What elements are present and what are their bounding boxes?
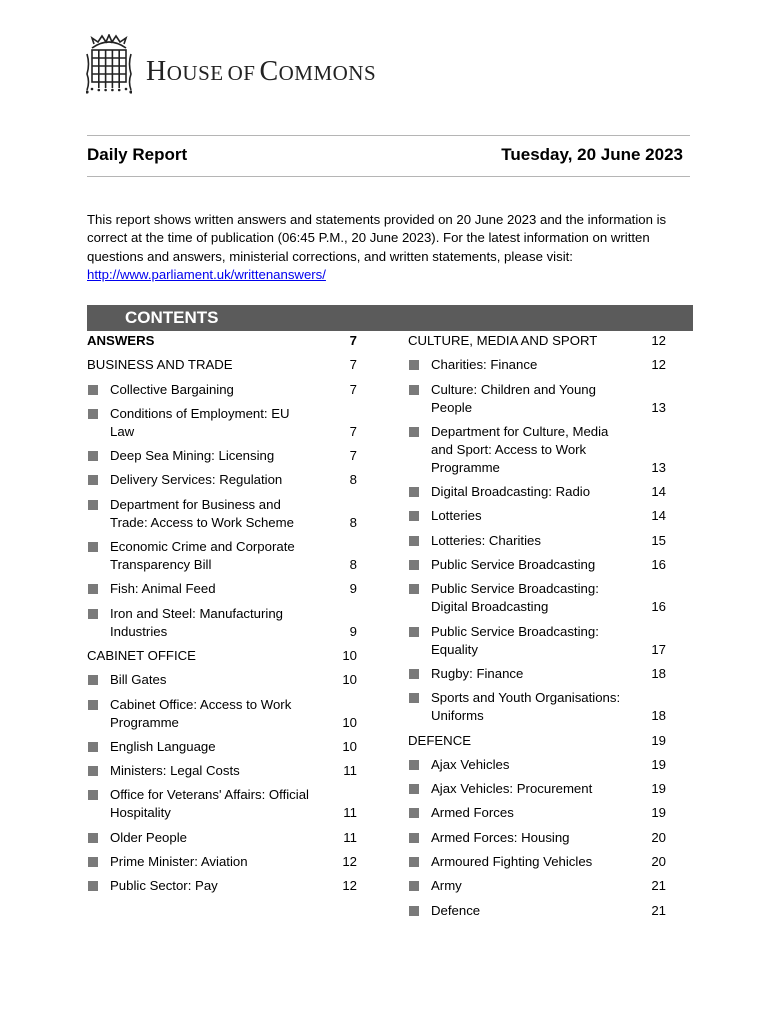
contents-entry-page: 16 [651,557,666,573]
contents-item-prime-minister-aviation[interactable] [87,853,357,871]
portcullis-icon [86,34,132,94]
contents-section-defence[interactable] [408,732,666,750]
contents-entry-page: 12 [342,878,357,894]
contents-section-business-and-trade[interactable] [87,356,357,374]
contents-item-lotteries-charities[interactable] [408,532,666,550]
square-bullet-icon [88,409,98,419]
contents-entry-page: 15 [651,532,666,548]
contents-item-cabinet-office-access-to-work-programme[interactable] [87,696,357,732]
square-bullet-icon [88,584,98,594]
contents-entry-title: Collective Bargaining [110,381,234,397]
square-bullet-icon [88,857,98,867]
contents-entry-page: 12 [342,854,357,870]
contents-item-digital-broadcasting-radio[interactable] [408,483,666,501]
contents-entry-page: 9 [349,623,357,639]
square-bullet-icon [409,693,419,703]
contents-entry-page: 19 [651,756,666,772]
contents-entry-page: 7 [349,333,357,348]
contents-item-ministers-legal-costs[interactable] [87,762,357,780]
square-bullet-icon [88,790,98,800]
square-bullet-icon [409,906,419,916]
contents-entry-title: Rugby: Finance [431,665,524,681]
contents-entry-page: 12 [651,357,666,373]
contents-entry-page: 11 [343,829,357,845]
contents-left-column [87,332,357,902]
square-bullet-icon [88,833,98,843]
contents-entry-page: 16 [651,599,666,615]
contents-entry-title: Sports and Youth Organisations: Uniforms [431,690,621,724]
contents-entry-page: 18 [651,708,666,724]
contents-item-lotteries[interactable] [408,507,666,525]
contents-entry-page: 17 [651,641,666,657]
contents-entry-title: CABINET OFFICE [87,647,196,663]
square-bullet-icon [88,700,98,710]
contents-item-defence[interactable] [408,902,666,920]
contents-item-english-language[interactable] [87,738,357,756]
intro-text: This report shows written answers and statements provided on 20 June 2023 and the information is correct at the time of publication (06:45 P.M., 20 June 2023). For the latest information on written questions and answers, ministerial corrections, and written statements, please visit: [87,212,667,264]
contents-item-charities-finance[interactable] [408,356,666,374]
contents-item-conditions-of-employment-eu-law[interactable] [87,405,357,441]
square-bullet-icon [409,808,419,818]
square-bullet-icon [88,609,98,619]
contents-entry-page: 13 [651,459,666,475]
contents-entry-title: Older People [110,829,187,845]
contents-entry-title: Prime Minister: Aviation [110,854,248,870]
contents-entry-page: 7 [349,357,357,373]
square-bullet-icon [88,881,98,891]
contents-entry-title: Public Sector: Pay [110,878,218,894]
square-bullet-icon [409,427,419,437]
top-divider [87,135,690,136]
contents-item-deep-sea-mining-licensing[interactable] [87,447,357,465]
contents-item-rugby-finance[interactable] [408,665,666,683]
contents-entry-page: 8 [349,514,357,530]
contents-item-bill-gates[interactable] [87,671,357,689]
contents-entry-title: Charities: Finance [431,357,538,373]
contents-item-department-for-business-and-trade-access-to-work-scheme[interactable] [87,496,357,532]
contents-entry-title: Army [431,878,462,894]
contents-item-ajax-vehicles[interactable] [408,756,666,774]
contents-entry-title: Fish: Animal Feed [110,581,216,597]
contents-entry-page: 9 [349,581,357,597]
contents-entry-title: CULTURE, MEDIA AND SPORT [408,333,598,348]
square-bullet-icon [88,500,98,510]
contents-entry-page: 19 [651,732,666,748]
contents-entry-page: 18 [651,665,666,681]
contents-entry-page: 21 [651,878,666,894]
contents-item-culture-children-and-young-people[interactable] [408,381,666,417]
contents-item-armoured-fighting-vehicles[interactable] [408,853,666,871]
square-bullet-icon [409,584,419,594]
square-bullet-icon [409,669,419,679]
square-bullet-icon [88,675,98,685]
report-title: Daily Report [87,145,188,164]
contents-entry-title: Digital Broadcasting: Radio [431,484,591,500]
org-name: HOUSE OF COMMONS [146,56,377,87]
contents-item-collective-bargaining[interactable] [87,381,357,399]
contents-entry-page: 12 [651,333,666,348]
square-bullet-icon [409,560,419,570]
contents-entry-page: 13 [651,399,666,415]
header-divider [87,176,690,177]
contents-item-public-service-broadcasting[interactable] [408,556,666,574]
contents-item-army[interactable] [408,877,666,895]
contents-item-public-service-broadcasting-digital-broadcasting[interactable] [408,580,666,616]
contents-section-culture-media-and-sport[interactable] [408,332,666,350]
contents-entry-page: 21 [651,902,666,918]
contents-item-office-for-veterans-affairs-official-hospitality[interactable] [87,786,357,822]
contents-item-economic-crime-and-corporate-transparency-bill[interactable] [87,538,357,574]
contents-entry-title: BUSINESS AND TRADE [87,357,233,373]
contents-entry-title: Conditions of Employment: EU Law [110,405,290,439]
square-bullet-icon [409,833,419,843]
contents-entry-page: 10 [342,738,357,754]
contents-entry-page: 19 [651,781,666,797]
square-bullet-icon [409,627,419,637]
contents-item-armed-forces-housing[interactable] [408,829,666,847]
contents-entry-title: Ajax Vehicles [431,756,510,772]
contents-section-answers[interactable] [87,332,357,350]
square-bullet-icon [88,451,98,461]
contents-entry-title: Office for Veterans' Affairs: Official Hospitality [110,787,309,821]
contents-entry-page: 10 [342,647,357,663]
contents-item-sports-and-youth-organisations-uniforms[interactable] [408,689,666,725]
square-bullet-icon [88,766,98,776]
contents-entry-title: Lotteries: Charities [431,532,541,548]
contents-entry-title: Public Service Broadcasting: Equality [431,623,599,657]
square-bullet-icon [409,487,419,497]
contents-entry-page: 14 [651,484,666,500]
square-bullet-icon [409,760,419,770]
contents-entry-title: Defence [431,902,481,918]
square-bullet-icon [409,857,419,867]
square-bullet-icon [409,360,419,370]
contents-entry-title: ANSWERS [87,333,155,348]
contents-entry-title: Bill Gates [110,672,167,688]
square-bullet-icon [88,742,98,752]
contents-item-department-for-culture-media-and-sport-access-to-work-programme[interactable] [408,423,666,477]
square-bullet-icon [409,511,419,521]
contents-item-public-service-broadcasting-equality[interactable] [408,623,666,659]
contents-entry-title: Ministers: Legal Costs [110,763,240,779]
contents-entry-title: Deep Sea Mining: Licensing [110,448,275,464]
square-bullet-icon [88,385,98,395]
contents-entry-title: Armoured Fighting Vehicles [431,854,593,870]
contents-entry-title: Economic Crime and Corporate Transparency Bill [110,539,295,573]
contents-entry-page: 19 [651,805,666,821]
square-bullet-icon [409,385,419,395]
contents-entry-title: Lotteries [431,508,482,524]
contents-entry-page: 10 [342,714,357,730]
contents-entry-title: Cabinet Office: Access to Work Programme [110,696,292,730]
contents-entry-page: 8 [349,472,357,488]
contents-entry-title: Armed Forces [431,805,514,821]
contents-entry-title: Ajax Vehicles: Procurement [431,781,593,797]
contents-item-ajax-vehicles-procurement[interactable] [408,780,666,798]
contents-header [87,305,693,331]
contents-entry-title: Public Service Broadcasting: Digital Broadcasting [431,581,599,615]
contents-entry-page: 10 [342,672,357,688]
contents-entry-title: Iron and Steel: Manufacturing Industries [110,605,284,639]
contents-right-column [408,332,666,926]
contents-entry-page: 11 [343,805,357,821]
contents-item-armed-forces[interactable] [408,804,666,822]
house-of-commons-logo [86,34,416,94]
contents-entry-page: 14 [651,508,666,524]
contents-entry-title: Department for Business and Trade: Access to Work Scheme [110,496,294,530]
contents-entry-title: Public Service Broadcasting [431,557,596,573]
contents-entry-title: Armed Forces: Housing [431,829,570,845]
report-date: Tuesday, 20 June 2023 [501,145,683,164]
contents-entry-page: 20 [651,854,666,870]
contents-entry-page: 8 [349,557,357,573]
square-bullet-icon [409,784,419,794]
contents-title: CONTENTS [125,308,219,327]
square-bullet-icon [409,536,419,546]
contents-item-delivery-services-regulation[interactable] [87,471,357,489]
square-bullet-icon [88,475,98,485]
contents-entry-page: 7 [349,448,357,464]
contents-item-public-sector-pay[interactable] [87,877,357,895]
contents-entry-title: English Language [110,738,216,754]
contents-entry-title: Delivery Services: Regulation [110,472,283,488]
contents-entry-page: 7 [349,381,357,397]
contents-entry-page: 11 [343,763,357,779]
contents-item-iron-and-steel-manufacturing-industries[interactable] [87,605,357,641]
intro-paragraph [87,211,687,284]
contents-entry-title: DEFENCE [408,732,472,748]
contents-section-cabinet-office[interactable] [87,647,357,665]
contents-entry-page: 20 [651,829,666,845]
written-answers-link[interactable]: http://www.parliament.uk/writtenanswers/ [87,266,326,282]
square-bullet-icon [409,881,419,891]
square-bullet-icon [88,542,98,552]
contents-item-older-people[interactable] [87,829,357,847]
contents-entry-page: 7 [349,423,357,439]
contents-item-fish-animal-feed[interactable] [87,580,357,598]
contents-entry-title: Culture: Children and Young People [431,381,596,415]
contents-entry-title: Department for Culture, Media and Sport: Access to Work Programme [431,423,609,475]
